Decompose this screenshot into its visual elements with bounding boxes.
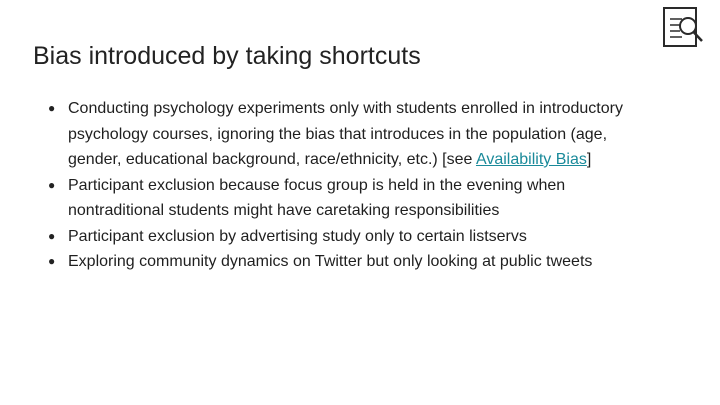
bullet-text: Participant exclusion because focus group is held in the evening when nontraditional students might have caretaking responsibilities [68, 176, 566, 219]
slide-title: Bias introduced by taking shortcuts [33, 42, 421, 70]
availability-bias-link[interactable]: Availability Bias [475, 151, 587, 168]
list-item [48, 249, 648, 275]
bullet-dot-icon: ● [48, 101, 56, 115]
list-item [48, 173, 648, 224]
bullet-text-after: ] [586, 151, 592, 168]
bullet-text: Exploring community dynamics on Twitter but only looking at public tweets [68, 253, 593, 270]
bullet-list [48, 96, 648, 275]
bullet-dot-icon: ● [48, 177, 56, 192]
bullet-text-before: Conducting psychology experiments only with students enrolled in introductory psychology courses, ignoring the bias that introduces in the population (age, gender, educational background, race/ethnicity, etc.) [see [68, 100, 623, 168]
bullet-dot-icon: ● [48, 254, 56, 268]
list-item [48, 224, 648, 250]
document-search-icon [662, 6, 706, 50]
bullet-dot-icon: ● [48, 228, 56, 243]
list-item [48, 96, 648, 173]
bullet-text: Participant exclusion by advertising study only to certain listservs [68, 227, 527, 245]
